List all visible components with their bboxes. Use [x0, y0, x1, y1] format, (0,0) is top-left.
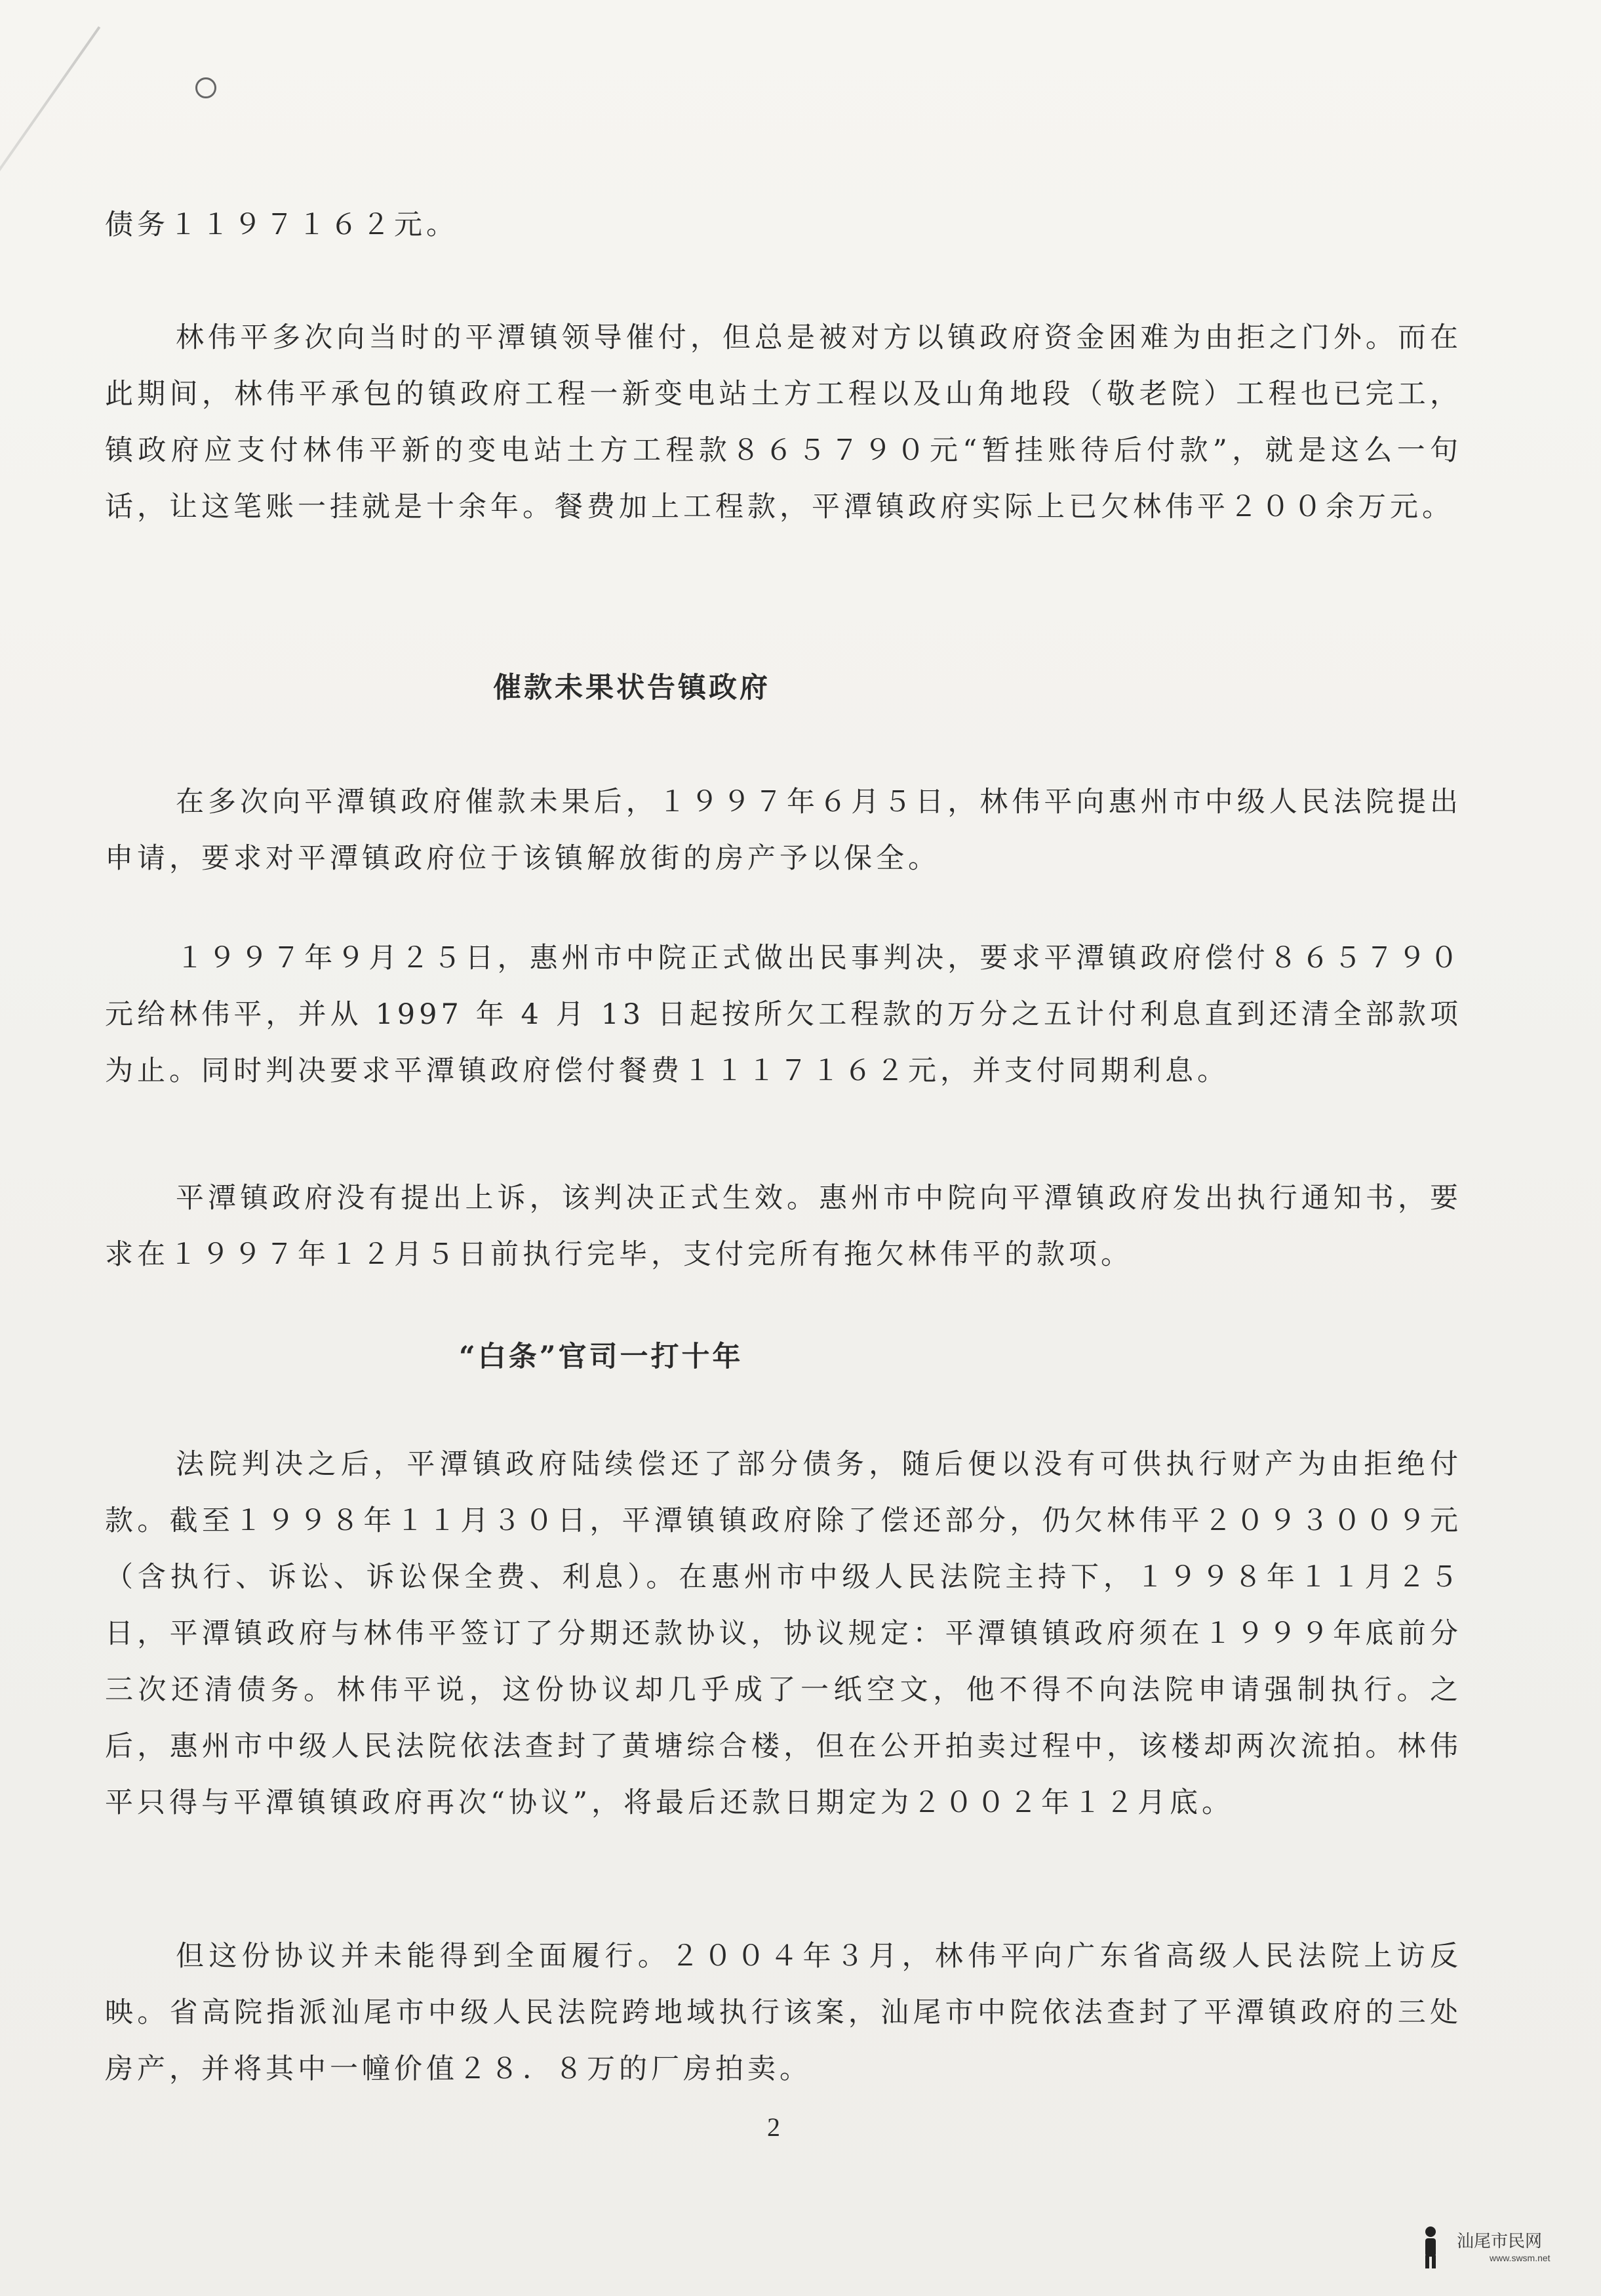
- staple-hole: [195, 77, 216, 98]
- paragraph-judgment-effective: 平潭镇政府没有提出上诉，该判决正式生效。惠州市中院向平潭镇政府发出执行通知书，要求在１９９７年１２月５日前执行完毕，支付完所有拖欠林伟平的款项。: [105, 1182, 1462, 1271]
- paragraph-payment-refused: 林伟平多次向当时的平潭镇领导催付，但总是被对方以镇政府资金困难为由拒之门外。而在此期间，林伟平承包的镇政府工程一新变电站土方工程以及山角地段（敬老院）工程也已完工，镇政府应支付林伟平新的变电站土方工程款８６５７９０元“暂挂账待后付款”，就是这么一句话，让这笔账一挂就是十余年。餐费加上工程款，平潭镇政府实际上已欠林伟平２００余万元。: [105, 321, 1462, 523]
- paragraph-debt-continuation: 债务１１９７１６２元。: [105, 209, 458, 241]
- watermark-url: www.swsm.net: [1490, 2253, 1551, 2263]
- page-number: 2: [767, 2112, 780, 2142]
- paragraph-provincial-court: 但这份协议并未能得到全面履行。２００４年３月，林伟平向广东省高级人民法院上访反映。省高院指派汕尾市中级人民法院跨地域执行该案，汕尾市中院依法查封了平潭镇政府的三处房产，并将其中一幢价值２８．８万的厂房拍卖。: [105, 1940, 1462, 2085]
- site-watermark: [1411, 2224, 1575, 2270]
- paragraph-court-judgment: １９９７年９月２５日，惠州市中院正式做出民事判决，要求平潭镇政府偿付８６５７９０元给林伟平，并从 1997 年 4 月 13 日起按所欠工程款的万分之五计付利息直到还清全部款项为止。同时判决要求平潭镇政府偿付餐费１１１７１６２元，并支付同期利息。: [105, 942, 1462, 1087]
- paper-crease: [0, 26, 100, 264]
- watermark-logo-text: 汕尾市民网: [1457, 2232, 1543, 2251]
- heading-ten-year-case: “白条”官司一打十年: [459, 1340, 743, 1373]
- paragraph-court-application: 在多次向平潭镇政府催款未果后，１９９７年６月５日，林伟平向惠州市中级人民法院提出申请，要求对平潭镇政府位于该镇解放街的房产予以保全。: [105, 786, 1462, 875]
- person-silhouette-icon: [1411, 2224, 1450, 2270]
- heading-lawsuit: 催款未果状告镇政府: [493, 672, 770, 704]
- paragraph-installment-agreement: 法院判决之后，平潭镇政府陆续偿还了部分债务，随后便以没有可供执行财产为由拒绝付款。截至１９９８年１１月３０日，平潭镇镇政府除了偿还部分，仍欠林伟平２０９３００９元（含执行、诉讼、诉讼保全费、利息）。在惠州市中级人民法院主持下，１９９８年１１月２５日，平潭镇政府与林伟平签订了分期还款协议，协议规定：平潭镇镇政府须在１９９９年底前分三次还清债务。林伟平说，这份协议却几乎成了一纸空文，他不得不向法院申请强制执行。之后，惠州市中级人民法院依法查封了黄塘综合楼，但在公开拍卖过程中，该楼却两次流拍。林伟平只得与平潭镇镇政府再次“协议”，将最后还款日期定为２００２年１２月底。: [105, 1448, 1462, 1819]
